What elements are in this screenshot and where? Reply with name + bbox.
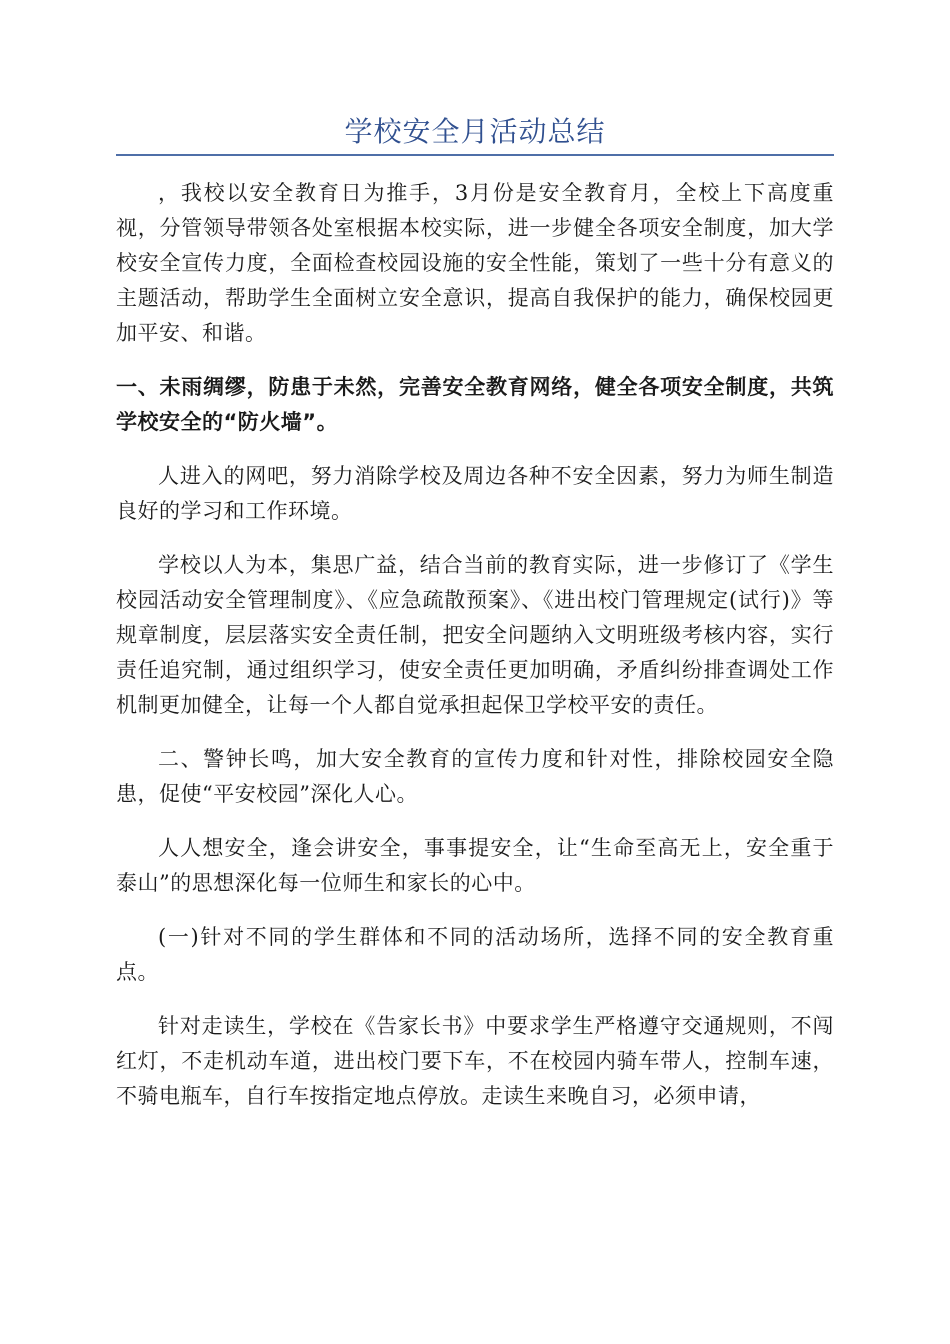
body-paragraph: 学校以人为本，集思广益，结合当前的教育实际，进一步修订了《学生校园活动安全管理制度》、《应急疏散预案》、《进出校门管理规定(试行)》等规章制度，层层落实安全责任制，把安全问题纳入文明班级考核内容，实行责任追究制，通过组织学习，使安全责任更加明确，矛盾纠纷排查调处工作机制更加健全，让每一个人都自觉承担起保卫学校平安的责任。 xyxy=(116,553,834,717)
body-paragraph: 人进入的网吧，努力消除学校及周边各种不安全因素，努力为师生制造良好的学习和工作环境。 xyxy=(116,464,834,523)
body-paragraph: 人人想安全，逢会讲安全，事事提安全，让“生命至高无上，安全重于泰山”的思想深化每一位师生和家长的心中。 xyxy=(116,836,834,895)
title-underline xyxy=(116,154,834,156)
document-title: 学校安全月活动总结 xyxy=(344,115,606,148)
body-paragraph: 针对走读生，学校在《告家长书》中要求学生严格遵守交通规则，不闯红灯，不走机动车道，进出校门要下车，不在校园内骑车带人，控制车速，不骑电瓶车，自行车按指定地点停放。走读生来晚自习，必须申请， xyxy=(116,1014,834,1108)
subsection-heading: (一)针对不同的学生群体和不同的活动场所，选择不同的安全教育重点。 xyxy=(116,925,834,984)
intro-paragraph: ，我校以安全教育日为推手，3月份是安全教育月，全校上下高度重视，分管领导带领各处室根据本校实际，进一步健全各项安全制度，加大学校安全宣传力度，全面检查校园设施的安全性能，策划了一些十分有意义的主题活动，帮助学生全面树立安全意识，提高自我保护的能力，确保校园更加平安、和谐。 xyxy=(116,181,834,345)
document-body xyxy=(116,176,834,1133)
section-heading-two: 二、警钟长鸣，加大安全教育的宣传力度和针对性，排除校园安全隐患，促使“平安校园”深化人心。 xyxy=(116,747,834,806)
section-heading-one: 一、未雨绸缪，防患于未然，完善安全教育网络，健全各项安全制度，共筑学校安全的“防火墙”。 xyxy=(116,375,834,434)
